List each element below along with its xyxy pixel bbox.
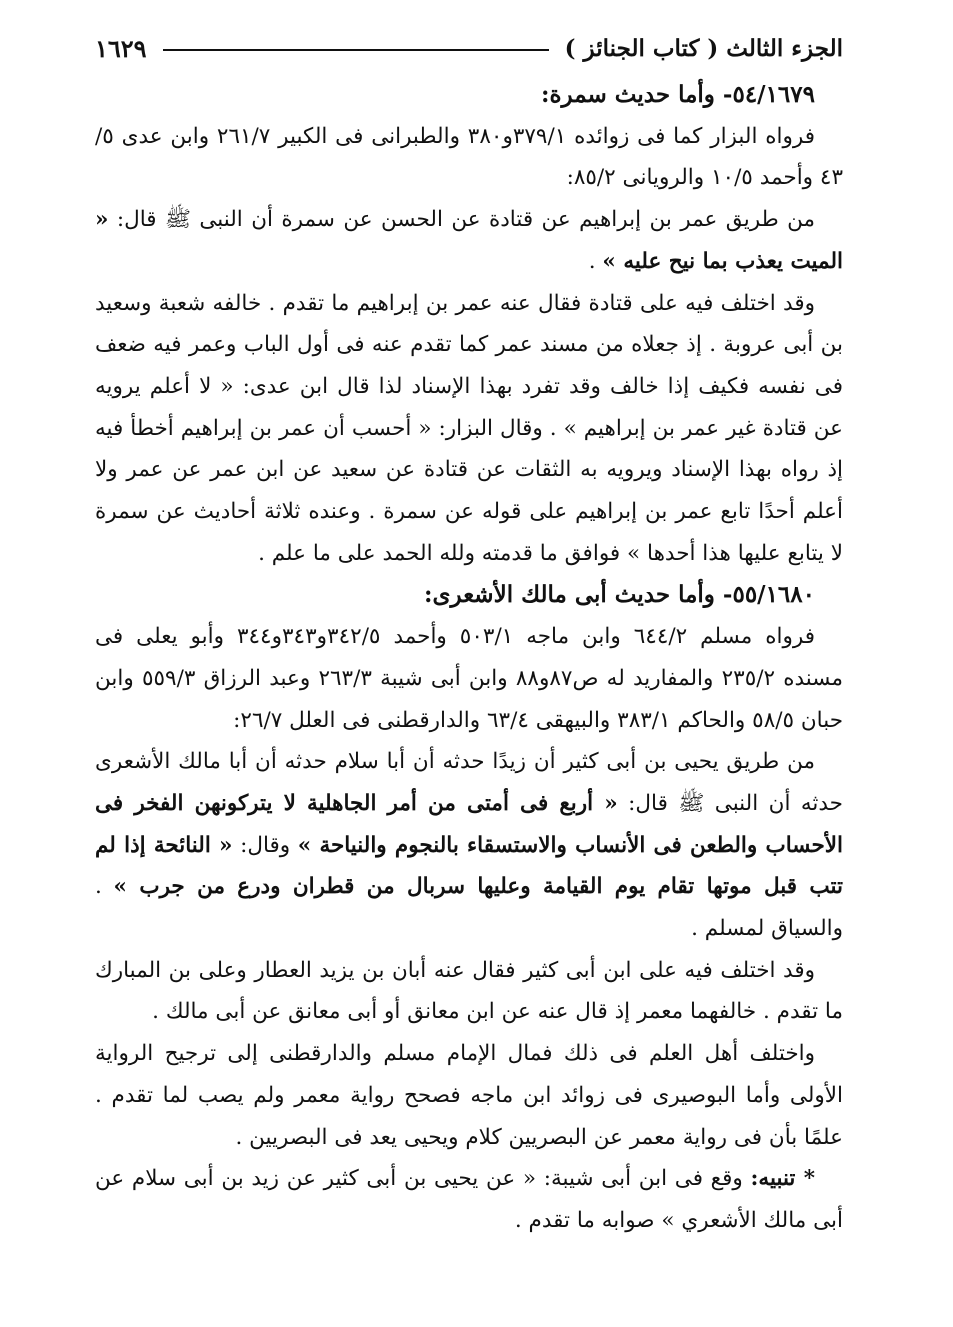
section-heading-55: ٥٥/١٦٨٠- وأما حديث أبى مالك الأشعرى: — [424, 581, 815, 609]
header-title: الجزء الثالث ( كتاب الجنائز ) — [564, 34, 843, 62]
analysis-paragraph-54: وقد اختلف فيه على قتادة فقال عنه عمر بن إبراهيم ما تقدم . خالفه شعبة وسعيد بن أبى عروبة . إذ جعلاه من مسند عمر كما تقدم عنه فى أول الباب وعمر فيه ضعف فى نفسه فكيف إذا خالف وقد تفرد بهذا الإسناد لذا قال ابن عدى: « لا أعلم يرويه عن قتادة غير عمر بن إبراهيم » . وقال البزار: « أحسب أن عمر بن إبراهيم أخطأ فيه إذ رواه بهذا الإسناد ويرويه به الثقات عن قتادة عن سعيد عن ابن عمر عن عمر ولا أعلم أحدًا تابع عمر بن إبراهيم على قوله عن سمرة . وعنده ثلاثة أحاديث عن سمرة لا يتابع عليها هذا أحدها » فوافق ما قدمته ولله الحمد على ما علم . — [95, 290, 843, 566]
page-content — [95, 74, 843, 1242]
said-text: وقال: — [232, 832, 298, 858]
chain-paragraph-55 — [95, 741, 843, 950]
note-paragraph — [95, 1158, 843, 1241]
header-rule — [163, 49, 549, 51]
hadith-text-1: « أربع فى أمتى من أمر الجاهلية لا يتركونهن الفخر فى الأحساب والطعن فى الأنساب والاستسقاء بالنجوم والنياحة » — [95, 790, 843, 858]
note-text: وقع فى ابن أبى شيبة: « عن يحيى بن أبى كثير عن زيد بن أبى سلام عن أبى مالك الأشعري » صوابه ما تقدم . — [95, 1166, 843, 1233]
page-number: ١٦٢٩ — [95, 33, 147, 63]
chain-paragraph-54 — [95, 199, 843, 282]
chain-end: . والسياق لمسلم . — [95, 874, 843, 942]
section-heading-54: ٥٤/١٦٧٩- وأما حديث سمرة: — [541, 81, 815, 108]
sources-paragraph-54: فرواه البزار كما فى زوائده ٣٧٩/١و٣٨٠ والطبرانى فى الكبير ٢٦١/٧ وابن عدى ٥/ ٤٣ وأحمد ١٠/٥ والرويانى ٨٥/٢: — [95, 123, 843, 191]
chain-text: من طريق يحيى بن أبى كثير أن زيدًا حدثه أن أبا سلام حدثه أن أبا مالك الأشعرى حدثه أن النبى ﷺ قال: — [95, 749, 843, 816]
sources-paragraph-55: فرواه مسلم ٦٤٤/٢ وابن ماجه ٥٠٣/١ وأحمد ٣٤٢/٥و٣٤٣و٣٤٤ وأبو يعلى فى مسنده ٢٣٥/٢ والمفاريد له ص٨٧و٨٨ وابن أبى شيبة ٢٦٣/٣ وعبد الرزاق ٥٥٩/٣ وابن حبان ٥٨/٥ والحاكم ٣٨٣/١ والبيهقى ٦٣/٤ والدارقطنى فى العلل ٢٦/٧: — [95, 624, 843, 733]
hadith-text-2: « النائحة إذا لم تتب قبل موتها تقام يوم القيامة وعليها سربال من قطران ودرع من جرب » — [95, 832, 844, 900]
note-label: * تنبيه: — [750, 1166, 816, 1192]
chain-end: . — [588, 248, 603, 274]
analysis-paragraph-55-a: وقد اختلف فيه على ابن أبى كثير فقال عنه أبان بن يزيد العطار وعلى بن المبارك ما تقدم . خالفهما معمر إذ قال عنه عن ابن معانق أو أبى معانق عن أبى مالك . — [95, 957, 843, 1025]
analysis-paragraph-55-b: واختلف أهل العلم فى ذلك فمال الإمام مسلم والدارقطنى إلى ترجيح الرواية الأولى وأما البوصيرى فى زوائد ابن ماجه فصحح رواية معمر ولم يصب لما تقدم . علمًا بأن فى رواية معمر عن البصريين كلام ويحيى يعد فى البصريين . — [95, 1041, 843, 1150]
running-header — [95, 30, 843, 66]
hadith-text: « الميت يعذب بما نيح عليه » — [95, 207, 843, 274]
chain-text: من طريق عمر بن إبراهيم عن قتادة عن الحسن عن سمرة أن النبى ﷺ قال: — [116, 207, 815, 233]
